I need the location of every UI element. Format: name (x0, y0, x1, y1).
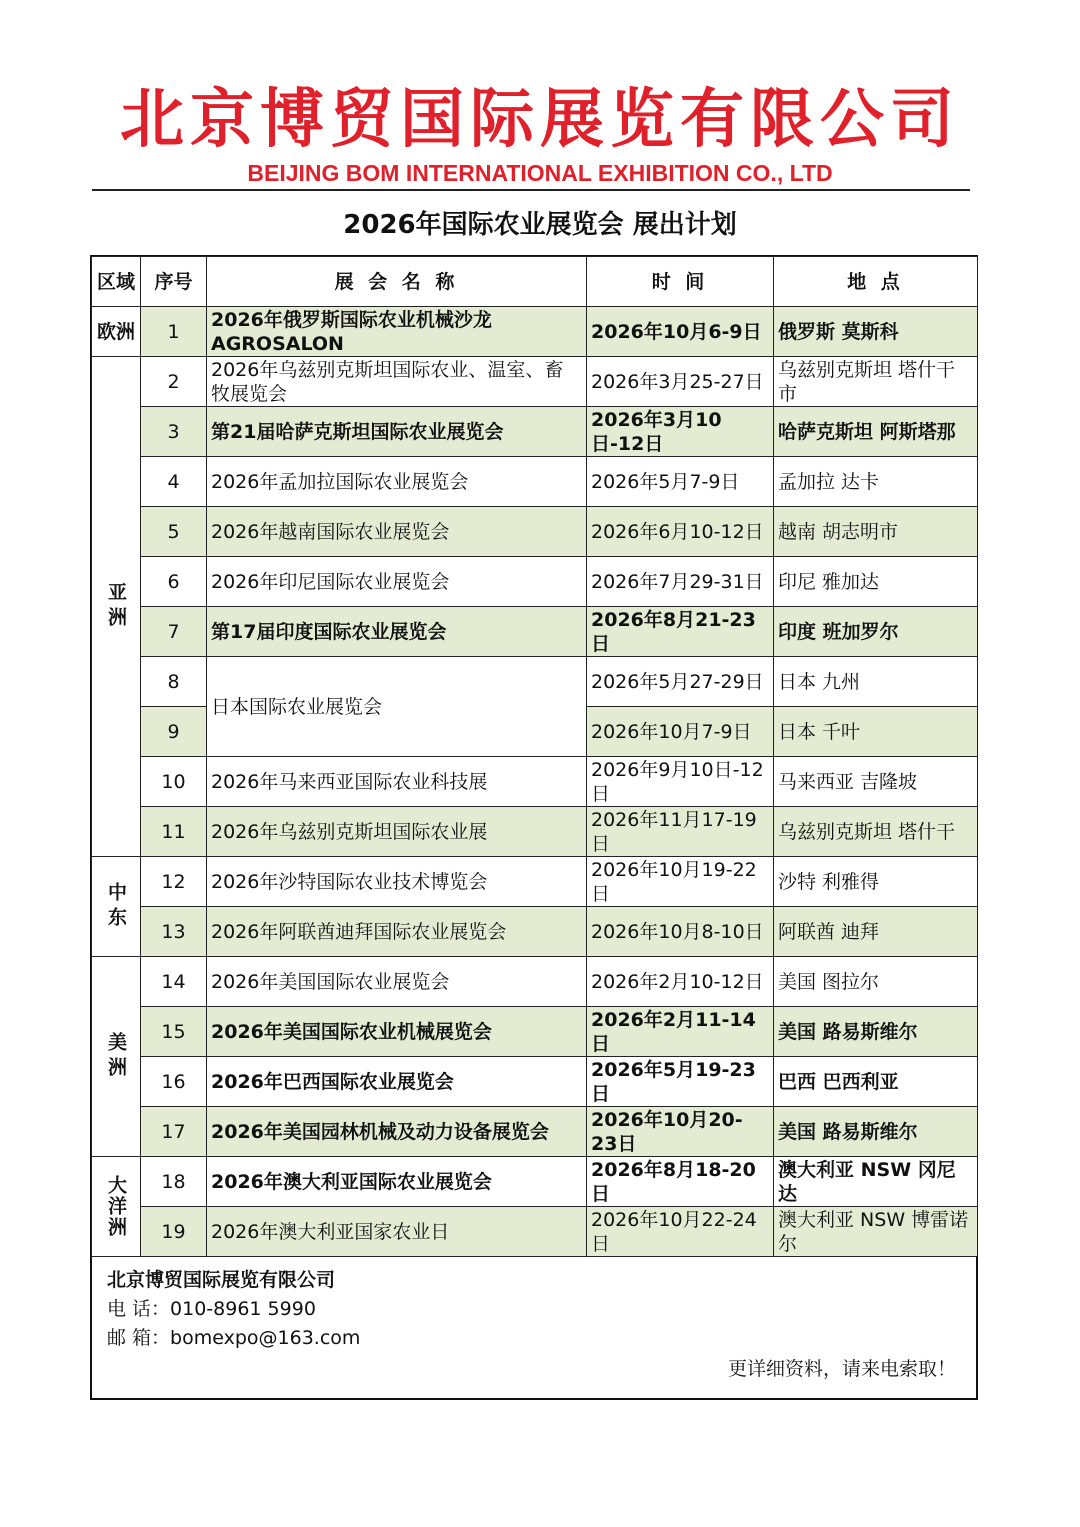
table-row (92, 957, 978, 1007)
row-number: 8 (141, 657, 207, 707)
row-number: 3 (141, 407, 207, 457)
exhibition-name: 2026年阿联酋迪拜国际农业展览会 (207, 907, 587, 957)
exhibition-date: 2026年10月7-9日 (587, 707, 774, 757)
exhibition-location: 澳大利亚 NSW 博雷诺尔 (774, 1207, 978, 1257)
exhibition-location: 马来西亚 吉隆坡 (774, 757, 978, 807)
exhibition-date: 2026年5月27-29日 (587, 657, 774, 707)
document-title: 2026年国际农业展览会 展出计划 (343, 210, 737, 240)
table-row (92, 857, 978, 907)
region-oceania: 大洋洲 (92, 1157, 141, 1257)
row-number: 11 (141, 807, 207, 857)
exhibition-name: 第17届印度国际农业展览会 (207, 607, 587, 657)
row-number: 12 (141, 857, 207, 907)
table-row (92, 357, 978, 407)
exhibition-location: 孟加拉 达卡 (774, 457, 978, 507)
footer-company: 北京博贸国际展览有限公司 (107, 1269, 336, 1291)
row-number: 15 (141, 1007, 207, 1057)
exhibition-date: 2026年10月20-23日 (587, 1107, 774, 1157)
exhibition-name: 2026年美国国际农业展览会 (207, 957, 587, 1007)
region-asia: 亚洲 (92, 357, 141, 857)
table-header-row (92, 257, 978, 307)
exhibition-location: 美国 图拉尔 (774, 957, 978, 1007)
exhibition-location: 澳大利亚 NSW 冈尼达 (774, 1157, 978, 1207)
table-row (92, 557, 978, 607)
table-row (92, 507, 978, 557)
exhibition-location: 越南 胡志明市 (774, 507, 978, 557)
table-row (92, 607, 978, 657)
exhibition-name: 2026年沙特国际农业技术博览会 (207, 857, 587, 907)
exhibition-name: 2026年澳大利亚国家农业日 (207, 1207, 587, 1257)
region-europe: 欧洲 (92, 307, 141, 357)
row-number: 10 (141, 757, 207, 807)
region-americas: 美洲 (92, 957, 141, 1157)
exhibition-location: 印尼 雅加达 (774, 557, 978, 607)
exhibition-name: 2026年乌兹别克斯坦国际农业、温室、畜牧展览会 (207, 357, 587, 407)
table-row (92, 657, 978, 707)
row-number: 1 (141, 307, 207, 357)
exhibition-name: 2026年马来西亚国际农业科技展 (207, 757, 587, 807)
row-number: 16 (141, 1057, 207, 1107)
table-row (92, 1007, 978, 1057)
exhibition-name: 2026年美国园林机械及动力设备展览会 (207, 1107, 587, 1157)
table-row (92, 1157, 978, 1207)
row-number: 4 (141, 457, 207, 507)
exhibition-date: 2026年8月18-20日 (587, 1157, 774, 1207)
exhibition-location: 巴西 巴西利亚 (774, 1057, 978, 1107)
exhibition-location: 乌兹别克斯坦 塔什干 (774, 807, 978, 857)
header-divider (92, 189, 970, 191)
table-row (92, 1107, 978, 1157)
exhibition-date: 2026年10月19-22日 (587, 857, 774, 907)
exhibition-name: 日本国际农业展览会 (207, 657, 587, 757)
exhibition-location: 美国 路易斯维尔 (774, 1107, 978, 1157)
table-row (92, 757, 978, 807)
exhibition-date: 2026年9月10日-12日 (587, 757, 774, 807)
exhibition-location: 日本 九州 (774, 657, 978, 707)
exhibition-name: 2026年孟加拉国际农业展览会 (207, 457, 587, 507)
table-row (92, 1207, 978, 1257)
exhibition-date: 2026年7月29-31日 (587, 557, 774, 607)
header-seq: 序号 (141, 257, 207, 307)
header-name: 展 会 名 称 (207, 257, 587, 307)
row-number: 9 (141, 707, 207, 757)
header-place: 地 点 (774, 257, 978, 307)
exhibition-location: 美国 路易斯维尔 (774, 1007, 978, 1057)
table-row (92, 407, 978, 457)
footer-note: 更详细资料，请来电索取！ (727, 1358, 956, 1380)
exhibition-date: 2026年10月6-9日 (587, 307, 774, 357)
contact-block (107, 1266, 967, 1353)
row-number: 7 (141, 607, 207, 657)
exhibition-date: 2026年3月10日-12日 (587, 407, 774, 457)
table-row (92, 907, 978, 957)
exhibition-date: 2026年10月22-24日 (587, 1207, 774, 1257)
exhibition-date: 2026年10月8-10日 (587, 907, 774, 957)
row-number: 19 (141, 1207, 207, 1257)
table-row (92, 457, 978, 507)
exhibition-location: 印度 班加罗尔 (774, 607, 978, 657)
row-number: 2 (141, 357, 207, 407)
region-middle-east: 中东 (92, 857, 141, 957)
header-region: 区域 (92, 257, 141, 307)
footer-email: 邮 箱：bomexpo@163.com (107, 1327, 361, 1349)
exhibition-location: 日本 千叶 (774, 707, 978, 757)
exhibition-date: 2026年11月17-19日 (587, 807, 774, 857)
header-time: 时 间 (587, 257, 774, 307)
exhibition-name: 2026年乌兹别克斯坦国际农业展 (207, 807, 587, 857)
exhibition-location: 阿联酋 迪拜 (774, 907, 978, 957)
exhibition-location: 哈萨克斯坦 阿斯塔那 (774, 407, 978, 457)
row-number: 6 (141, 557, 207, 607)
row-number: 13 (141, 907, 207, 957)
table-row (92, 1057, 978, 1107)
exhibition-date: 2026年5月19-23日 (587, 1057, 774, 1107)
exhibition-date: 2026年3月25-27日 (587, 357, 774, 407)
exhibition-location: 俄罗斯 莫斯科 (774, 307, 978, 357)
exhibition-name: 2026年俄罗斯国际农业机械沙龙 AGROSALON (207, 307, 587, 357)
exhibition-name: 2026年澳大利亚国际农业展览会 (207, 1157, 587, 1207)
exhibition-date: 2026年6月10-12日 (587, 507, 774, 557)
row-number: 14 (141, 957, 207, 1007)
company-name-chinese: 北京博贸国际展览有限公司 (120, 82, 960, 157)
footer-phone: 电 话：010-8961 5990 (107, 1298, 316, 1320)
exhibition-date: 2026年2月10-12日 (587, 957, 774, 1007)
row-number: 18 (141, 1157, 207, 1207)
exhibition-date: 2026年8月21-23日 (587, 607, 774, 657)
row-number: 17 (141, 1107, 207, 1157)
row-number: 5 (141, 507, 207, 557)
exhibition-name: 2026年印尼国际农业展览会 (207, 557, 587, 607)
exhibition-name: 2026年越南国际农业展览会 (207, 507, 587, 557)
table-row (92, 307, 978, 357)
table-row (92, 807, 978, 857)
company-name-english: BEIJING BOM INTERNATIONAL EXHIBITION CO., LTD (247, 160, 833, 186)
exhibition-name: 2026年巴西国际农业展览会 (207, 1057, 587, 1107)
exhibition-location: 乌兹别克斯坦 塔什干市 (774, 357, 978, 407)
exhibition-date: 2026年2月11-14日 (587, 1007, 774, 1057)
exhibition-name: 第21届哈萨克斯坦国际农业展览会 (207, 407, 587, 457)
exhibition-plan-table (91, 256, 978, 1257)
exhibition-date: 2026年5月7-9日 (587, 457, 774, 507)
exhibition-location: 沙特 利雅得 (774, 857, 978, 907)
exhibition-name: 2026年美国国际农业机械展览会 (207, 1007, 587, 1057)
